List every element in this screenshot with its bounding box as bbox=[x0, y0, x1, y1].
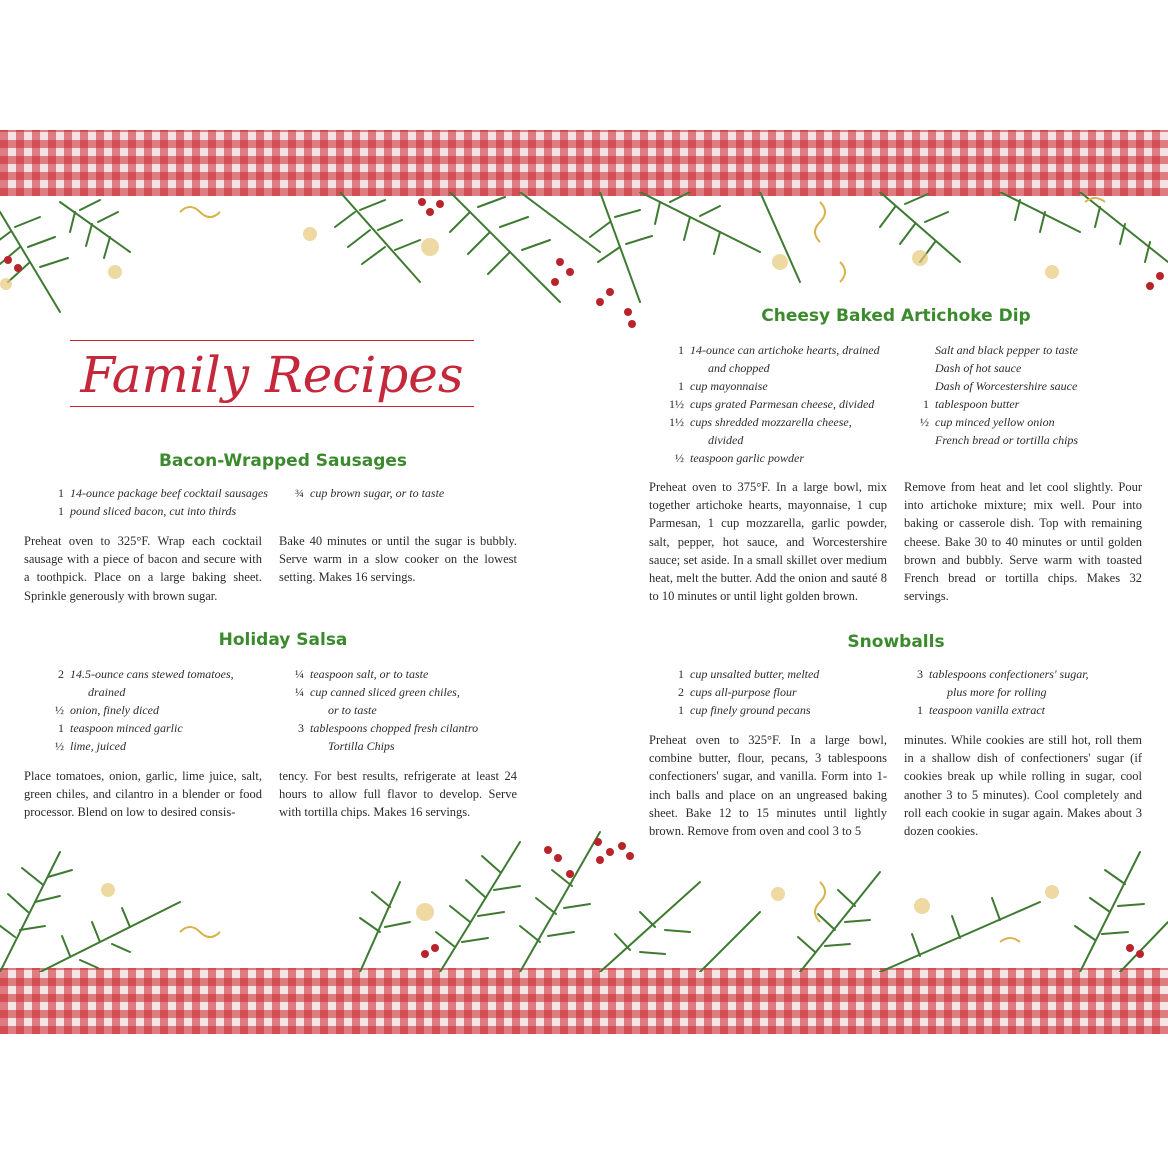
ingredient-row bbox=[666, 413, 910, 431]
page-title: Family Recipes bbox=[80, 346, 464, 404]
pine-garland-bottom bbox=[0, 822, 1168, 972]
ingredient-text: French bread or tortilla chips bbox=[935, 433, 1079, 447]
ingredient-row bbox=[911, 395, 1121, 413]
ingredients-bacon-right bbox=[286, 484, 506, 502]
ingredient-quantity: 1½ bbox=[669, 397, 684, 411]
ingredient-text: cup brown sugar, or to taste bbox=[310, 486, 445, 500]
ingredient-quantity bbox=[286, 701, 310, 719]
ingredient-row bbox=[286, 701, 506, 719]
gingham-border-top bbox=[0, 130, 1168, 196]
ingredient-quantity bbox=[911, 341, 935, 359]
recipe-title-artichoke: Cheesy Baked Artichoke Dip bbox=[761, 306, 1031, 326]
ingredient-quantity: 1 bbox=[923, 397, 929, 411]
ingredient-quantity bbox=[46, 683, 70, 701]
ingredient-quantity: ¼ bbox=[295, 667, 304, 681]
ingredient-text: Dash of hot sauce bbox=[935, 361, 1022, 375]
ingredients-salsa-left bbox=[46, 665, 286, 755]
ingredient-quantity bbox=[911, 431, 935, 449]
ingredient-row bbox=[911, 359, 1121, 377]
ingredient-row bbox=[46, 502, 286, 520]
ingredient-quantity: 1 bbox=[58, 486, 64, 500]
ingredient-row bbox=[666, 665, 910, 683]
recipe-title-salsa: Holiday Salsa bbox=[218, 630, 348, 650]
ingredient-quantity: ¾ bbox=[295, 486, 304, 500]
ingredient-text: teaspoon minced garlic bbox=[70, 721, 183, 735]
ingredient-row bbox=[666, 449, 910, 467]
ingredient-text: tablespoon butter bbox=[935, 397, 1020, 411]
ingredient-quantity: 1 bbox=[58, 504, 64, 518]
ingredients-bacon-left bbox=[46, 484, 286, 520]
ingredient-quantity: 1 bbox=[678, 343, 684, 357]
ingredient-text: plus more for rolling bbox=[947, 685, 1047, 699]
ingredient-text: Dash of Worcestershire sauce bbox=[935, 379, 1078, 393]
ingredient-text: teaspoon vanilla extract bbox=[929, 703, 1045, 717]
ingredient-quantity bbox=[911, 359, 935, 377]
ingredient-text: lime, juiced bbox=[70, 739, 126, 753]
ingredient-quantity: ¼ bbox=[295, 685, 304, 699]
ingredients-snowballs-right bbox=[905, 665, 1125, 719]
ingredient-text: Salt and black pepper to taste bbox=[935, 343, 1078, 357]
ingredient-quantity bbox=[286, 737, 310, 755]
ingredient-quantity bbox=[905, 683, 929, 701]
ingredient-row bbox=[286, 484, 506, 502]
page-title-block bbox=[70, 338, 474, 410]
ingredient-text: onion, finely diced bbox=[70, 703, 159, 717]
ingredient-row bbox=[46, 701, 286, 719]
ingredient-text: pound sliced bacon, cut into thirds bbox=[70, 504, 237, 518]
ingredient-text: cups shredded mozzarella cheese, bbox=[690, 415, 852, 429]
ingredient-row bbox=[911, 377, 1121, 395]
ingredient-row bbox=[666, 341, 910, 359]
directions-artichoke-left: Preheat oven to 375°F. In a large bowl, mix together artichoke hearts, mayonnaise, 1 cup Parmesan, 1 cup mozzarella, garlic powder, salt, pepper, hot sauce, and Worcestershire sauce; set aside. In a small skillet over medium heat, melt the butter. Add the onion and sauté 8 to 10 minutes or until light golden brown. bbox=[649, 480, 887, 604]
ingredient-quantity: 2 bbox=[58, 667, 64, 681]
ingredient-quantity: ½ bbox=[920, 415, 929, 429]
ingredient-row bbox=[911, 413, 1121, 431]
directions-salsa-right: tency. For best results, refrigerate at least 24 hours to allow full flavor to develop. Serve with tortilla chips. Makes 16 servings. bbox=[279, 769, 517, 820]
recipe-title-bacon: Bacon-Wrapped Sausages bbox=[158, 451, 408, 471]
ingredient-text: and chopped bbox=[708, 361, 770, 375]
ingredient-row bbox=[666, 395, 910, 413]
directions-salsa-left: Place tomatoes, onion, garlic, lime juice, salt, green chiles, and cilantro in a blender or food processor. Blend on low to desired consis- bbox=[24, 769, 262, 820]
ingredient-quantity bbox=[911, 377, 935, 395]
ingredient-text: cup canned sliced green chiles, bbox=[310, 685, 460, 699]
ingredient-text: cup minced yellow onion bbox=[935, 415, 1055, 429]
ingredient-row bbox=[911, 431, 1121, 449]
ingredient-quantity: 1 bbox=[678, 703, 684, 717]
ingredient-row bbox=[46, 665, 286, 683]
ingredient-row bbox=[905, 665, 1125, 683]
ingredient-row bbox=[46, 737, 286, 755]
ingredient-text: cup mayonnaise bbox=[690, 379, 768, 393]
directions-bacon-right: Bake 40 minutes or until the sugar is bubbly. Serve warm in a slow cooker on the lowest setting. Makes 16 servings. bbox=[279, 534, 517, 585]
ingredients-snowballs-left bbox=[666, 665, 910, 719]
ingredient-text: cup finely ground pecans bbox=[690, 703, 811, 717]
ingredient-row bbox=[666, 359, 910, 377]
recipe-title-snowballs: Snowballs bbox=[847, 632, 945, 652]
ingredient-quantity: 1 bbox=[58, 721, 64, 735]
ingredient-text: teaspoon garlic powder bbox=[690, 451, 804, 465]
directions-snowballs-left: Preheat oven to 325°F. In a large bowl, combine butter, flour, pecans, 3 tablespoons confectioners' sugar, and vanilla. Form into 1-inch balls and place on an ungreased baking sheet. Bake 12 to 15 minutes until lightly brown. Remove from oven and cool 3 to 5 bbox=[649, 733, 887, 839]
ingredients-artichoke-right bbox=[911, 341, 1121, 449]
ingredient-text: teaspoon salt, or to taste bbox=[310, 667, 429, 681]
ingredient-row bbox=[46, 719, 286, 737]
ingredient-text: or to taste bbox=[328, 703, 377, 717]
ingredient-text: tablespoons chopped fresh cilantro bbox=[310, 721, 479, 735]
ingredient-quantity: 2 bbox=[678, 685, 684, 699]
ingredient-row bbox=[46, 484, 286, 502]
ingredient-text: cups all-purpose flour bbox=[690, 685, 797, 699]
ingredient-row bbox=[286, 719, 506, 737]
ingredient-quantity: ½ bbox=[55, 703, 64, 717]
ingredient-text: 14.5-ounce cans stewed tomatoes, bbox=[70, 667, 234, 681]
ingredient-row bbox=[666, 701, 910, 719]
ingredient-row bbox=[666, 377, 910, 395]
ingredient-quantity: ½ bbox=[55, 739, 64, 753]
ingredient-text: Tortilla Chips bbox=[328, 739, 395, 753]
ingredient-text: 14-ounce package beef cocktail sausages bbox=[70, 486, 268, 500]
ingredient-quantity: 1 bbox=[678, 379, 684, 393]
ingredient-text: divided bbox=[708, 433, 744, 447]
ingredient-row bbox=[666, 683, 910, 701]
directions-snowballs-right: minutes. While cookies are still hot, roll them in a shallow dish of confectioners' sugar (if cookies break up while rolling in sugar, cool another 3 to 5 minutes). Cool completely and roll each cookie in sugar again. Makes about 3 dozen cookies. bbox=[904, 733, 1142, 839]
ingredient-text: 14-ounce can artichoke hearts, drained bbox=[690, 343, 880, 357]
ingredients-artichoke-left bbox=[666, 341, 910, 467]
ingredient-text: cup unsalted butter, melted bbox=[690, 667, 820, 681]
ingredient-row bbox=[911, 341, 1121, 359]
ingredient-row bbox=[666, 431, 910, 449]
ingredient-row bbox=[905, 683, 1125, 701]
ingredients-salsa-right bbox=[286, 665, 506, 755]
ingredient-quantity: 1 bbox=[917, 703, 923, 717]
ingredient-row bbox=[905, 701, 1125, 719]
ingredient-quantity: 1 bbox=[678, 667, 684, 681]
ingredient-quantity bbox=[666, 359, 690, 377]
ingredient-row bbox=[286, 683, 506, 701]
ingredient-text: drained bbox=[88, 685, 126, 699]
ingredient-row bbox=[286, 737, 506, 755]
ingredient-quantity: 3 bbox=[917, 667, 923, 681]
ingredient-quantity bbox=[666, 431, 690, 449]
title-rule-bottom bbox=[70, 406, 474, 407]
ingredient-text: tablespoons confectioners' sugar, bbox=[929, 667, 1089, 681]
ingredient-text: cups grated Parmesan cheese, divided bbox=[690, 397, 875, 411]
directions-bacon-left: Preheat oven to 325°F. Wrap each cocktail sausage with a piece of bacon and secure with a toothpick. Place on a large baking sheet. Sprinkle generously with brown sugar. bbox=[24, 534, 262, 603]
title-rule-top bbox=[70, 340, 474, 341]
ingredient-quantity: ½ bbox=[675, 451, 684, 465]
gingham-border-bottom bbox=[0, 968, 1168, 1034]
ingredient-row bbox=[286, 665, 506, 683]
ingredient-quantity: 3 bbox=[298, 721, 304, 735]
ingredient-row bbox=[46, 683, 286, 701]
directions-artichoke-right: Remove from heat and let cool slightly. Pour into artichoke mixture; mix well. Pour into baking or casserole dish. Top with remaining cheese. Bake 30 to 40 minutes or until golden brown and bubbly. Serve warm with toasted French bread or tortilla chips. Makes 32 servings. bbox=[904, 480, 1142, 604]
ingredient-quantity: 1½ bbox=[669, 415, 684, 429]
